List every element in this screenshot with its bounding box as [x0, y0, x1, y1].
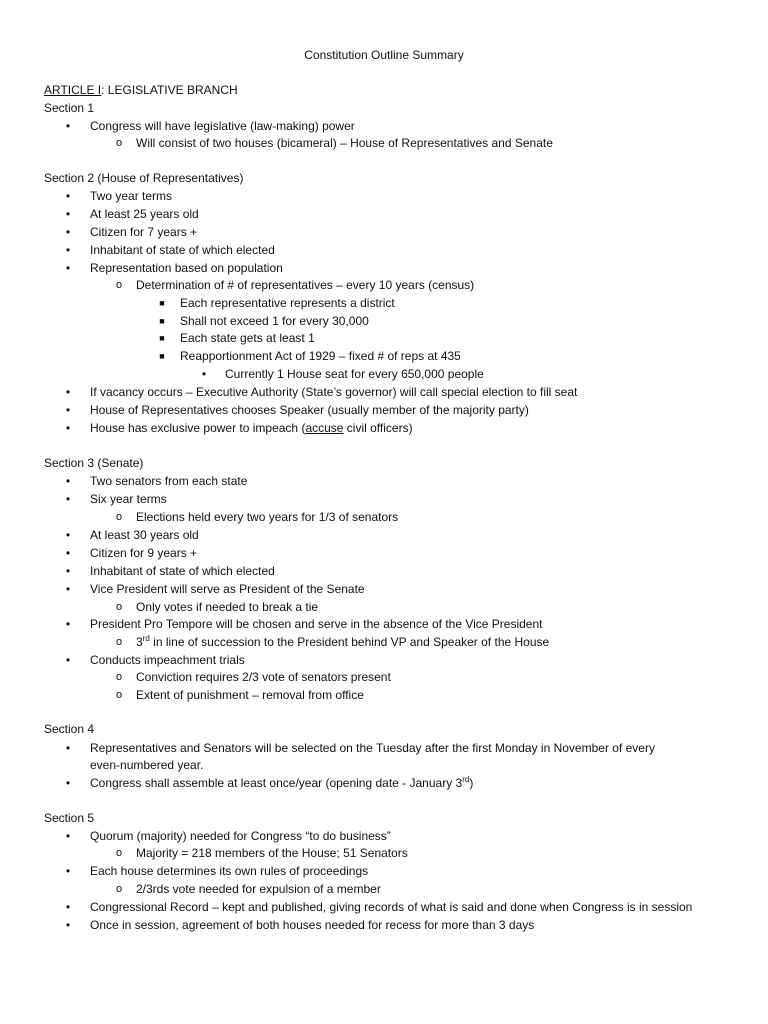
bullet-icon: • [65, 421, 71, 435]
sub-sub-list-item: Each representative represents a district [180, 296, 395, 310]
bullet-icon: • [65, 385, 71, 399]
list-item: Citizen for 9 years + [90, 546, 198, 560]
list-item-text: 3 [136, 635, 143, 649]
ordinal-suffix: rd [142, 634, 150, 643]
circle-bullet-icon: o [115, 847, 123, 859]
list-item-continuation: even-numbered year. [90, 758, 204, 772]
bullet-icon: • [65, 829, 71, 843]
document-title: Constitution Outline Summary [304, 48, 464, 62]
list-item [90, 420, 413, 436]
list-item: At least 30 years old [90, 528, 199, 542]
list-item: Quorum (majority) needed for Congress “to do business” [90, 829, 391, 843]
circle-bullet-icon: o [115, 636, 123, 648]
circle-bullet-icon: o [115, 883, 123, 895]
list-item: Congressional Record – kept and published, giving records of what is said and done when Congress is in session [90, 900, 693, 914]
list-item-text: ) [469, 776, 474, 790]
sub-list-item: Majority = 218 members of the House; 51 Senators [136, 846, 408, 860]
list-item: If vacancy occurs – Executive Authority (State’s governor) will call special election to fill seat [90, 385, 578, 399]
sub-sub-sub-list-item: Currently 1 House seat for every 650,000 people [225, 367, 484, 381]
bullet-icon: • [65, 225, 71, 239]
bullet-icon: • [65, 546, 71, 560]
article-title: : LEGISLATIVE BRANCH [101, 83, 238, 97]
bullet-icon: • [65, 492, 71, 506]
list-item: Representation based on population [90, 261, 283, 275]
bullet-icon: • [65, 207, 71, 221]
underlined-term: accuse [305, 421, 344, 435]
bullet-icon: • [65, 474, 71, 488]
section-heading: Section 3 (Senate) [44, 456, 144, 470]
circle-bullet-icon: o [115, 137, 123, 149]
circle-bullet-icon: o [115, 601, 123, 613]
bullet-icon: • [65, 776, 71, 790]
list-item: Representatives and Senators will be selected on the Tuesday after the first Monday in November of every [90, 741, 655, 755]
bullet-icon: • [65, 741, 71, 755]
sub-list-item: Will consist of two houses (bicameral) – House of Representatives and Senate [136, 136, 553, 150]
list-item: Conducts impeachment trials [90, 653, 245, 667]
bullet-icon: • [65, 403, 71, 417]
bullet-icon: • [201, 367, 207, 381]
section-heading: Section 4 [44, 722, 95, 736]
list-item: At least 25 years old [90, 207, 199, 221]
bullet-icon: • [65, 528, 71, 542]
list-item: Once in session, agreement of both houses needed for recess for more than 3 days [90, 918, 535, 932]
section-heading: Section 5 [44, 811, 95, 825]
list-item: President Pro Tempore will be chosen and serve in the absence of the Vice President [90, 617, 543, 631]
bullet-icon: • [65, 261, 71, 275]
list-item-text: civil officers) [343, 421, 413, 435]
bullet-icon: • [65, 653, 71, 667]
article-heading [44, 82, 238, 98]
list-item: Two year terms [90, 189, 173, 203]
square-bullet-icon: ■ [159, 316, 165, 326]
list-item [90, 775, 473, 791]
sub-sub-list-item: Shall not exceed 1 for every 30,000 [180, 314, 369, 328]
bullet-icon: • [65, 243, 71, 257]
ordinal-suffix: rd [462, 775, 470, 784]
article-label: ARTICLE I [44, 83, 102, 97]
section-heading: Section 1 [44, 101, 95, 115]
sub-list-item: Only votes if needed to break a tie [136, 600, 319, 614]
circle-bullet-icon: o [115, 511, 123, 523]
bullet-icon: • [65, 119, 71, 133]
circle-bullet-icon: o [115, 279, 123, 291]
sub-list-item: Elections held every two years for 1/3 of senators [136, 510, 399, 524]
sub-list-item [136, 634, 549, 650]
sub-list-item: Conviction requires 2/3 vote of senators present [136, 670, 391, 684]
bullet-icon: • [65, 189, 71, 203]
list-item: Congress will have legislative (law-making) power [90, 119, 355, 133]
circle-bullet-icon: o [115, 671, 123, 683]
list-item: Inhabitant of state of which elected [90, 243, 275, 257]
list-item: Citizen for 7 years + [90, 225, 198, 239]
sub-list-item: 2/3rds vote needed for expulsion of a member [136, 882, 381, 896]
section-heading: Section 2 (House of Representatives) [44, 171, 244, 185]
sub-sub-list-item: Reapportionment Act of 1929 – fixed # of reps at 435 [180, 349, 461, 363]
bullet-icon: • [65, 582, 71, 596]
sub-sub-list-item: Each state gets at least 1 [180, 331, 315, 345]
list-item: Each house determines its own rules of proceedings [90, 864, 369, 878]
bullet-icon: • [65, 918, 71, 932]
square-bullet-icon: ■ [159, 298, 165, 308]
bullet-icon: • [65, 564, 71, 578]
bullet-icon: • [65, 617, 71, 631]
sub-list-item: Determination of # of representatives – every 10 years (census) [136, 278, 475, 292]
list-item: House of Representatives chooses Speaker (usually member of the majority party) [90, 403, 529, 417]
bullet-icon: • [65, 900, 71, 914]
square-bullet-icon: ■ [159, 333, 165, 343]
list-item: Vice President will serve as President of the Senate [90, 582, 365, 596]
bullet-icon: • [65, 864, 71, 878]
list-item: Two senators from each state [90, 474, 248, 488]
circle-bullet-icon: o [115, 689, 123, 701]
sub-list-item: Extent of punishment – removal from office [136, 688, 364, 702]
list-item: Six year terms [90, 492, 167, 506]
square-bullet-icon: ■ [159, 351, 165, 361]
list-item-text: House has exclusive power to impeach ( [90, 421, 306, 435]
list-item-text: in line of succession to the President behind VP and Speaker of the House [149, 635, 550, 649]
list-item-text: Congress shall assemble at least once/year (opening date - January 3 [90, 776, 463, 790]
list-item: Inhabitant of state of which elected [90, 564, 275, 578]
